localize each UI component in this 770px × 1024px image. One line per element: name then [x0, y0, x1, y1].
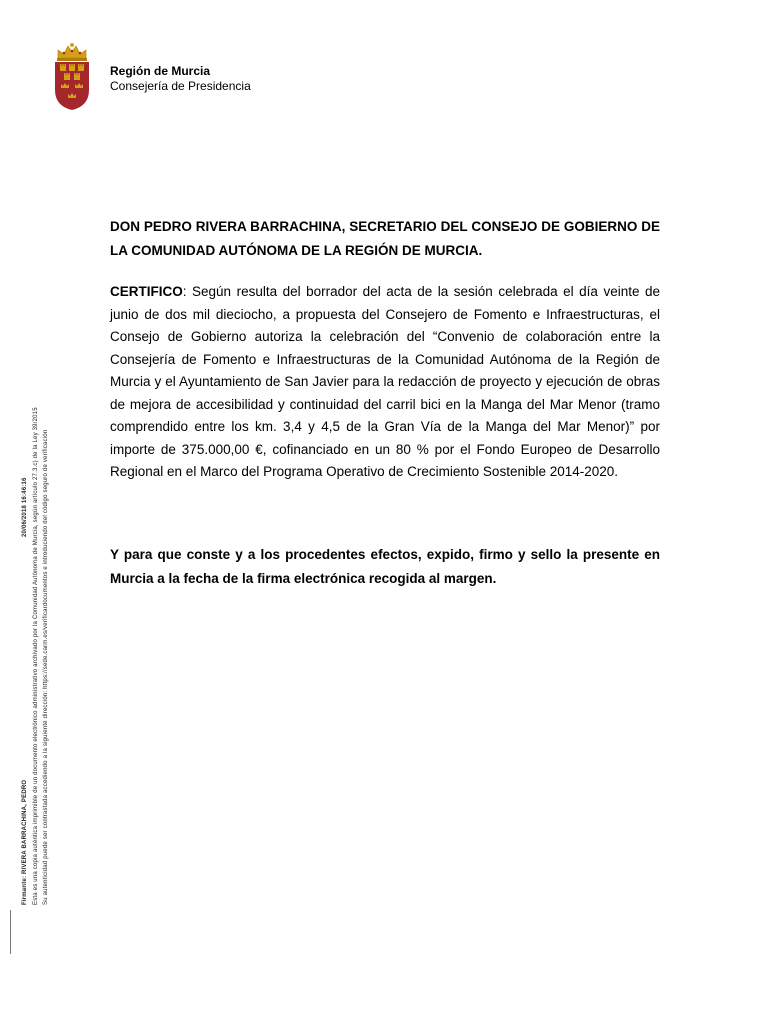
margin-signer: Firmante: RIVERA BARRACHINA, PEDRO	[22, 779, 28, 905]
margin-divider	[10, 910, 11, 954]
department-name: Consejería de Presidencia	[110, 79, 251, 93]
margin-date: 20/06/2018 16:46:16	[22, 477, 28, 537]
document-title: DON PEDRO RIVERA BARRACHINA, SECRETARIO DEL CONSEJO DE GOBIERNO DE LA COMUNIDAD AUTÓNOMA DE LA REGIÓN DE MURCIA.	[110, 219, 660, 258]
certifico-text: : Según resulta del borrador del acta de la sesión celebrada el día veinte de junio de dos mil dieciocho, a propuesta del Consejero de Fomento e Infraestructuras, el Consejo de Gobierno autoriza la celebración del “Convenio de colaboración entre la Consejería de Fomento e Infraestructuras de la Comunidad Autónoma de la Región de Murcia y el Ayuntamiento de San Javier para la redacción de proyecto y ejecución de obras de mejora de accesibilidad y continuidad del carril bici en la Manga del Mar Menor (tramo comprendido entre los km. 3,4 y 4,5 de la Gran Vía de la Manga del Mar Menor)” por importe de 375.000,00 €, cofinanciado en un 80 % por el Fondo Europeo de Desarrollo Regional en el Marco del Programa Operativo de Crecimiento Sostenible 2014-2020.	[110, 284, 660, 479]
certifico-label: CERTIFICO	[110, 284, 183, 299]
margin-note-line1: Esta es una copia auténtica imprimible de un documento electrónico administrativo archivado por la Comunidad Autónoma de Murcia, según artículo 27.3.c) de la Ley 39/2015	[33, 407, 39, 905]
organization-header	[110, 64, 251, 94]
closing-paragraph: Y para que conste y a los procedentes efectos, expido, firmo y sello la presente en Murcia a la fecha de la firma electrónica recogida al margen.	[110, 547, 660, 586]
certifico-paragraph	[110, 281, 660, 484]
region-murcia-crest-logo	[52, 42, 92, 112]
org-name: Región de Murcia	[110, 64, 211, 78]
margin-note-line2: Su autenticidad puede ser contrastada accediendo a la siguiente dirección: https://sede.carm.es/verificardocumentos e introduciendo del código seguro de verificación	[43, 429, 49, 905]
